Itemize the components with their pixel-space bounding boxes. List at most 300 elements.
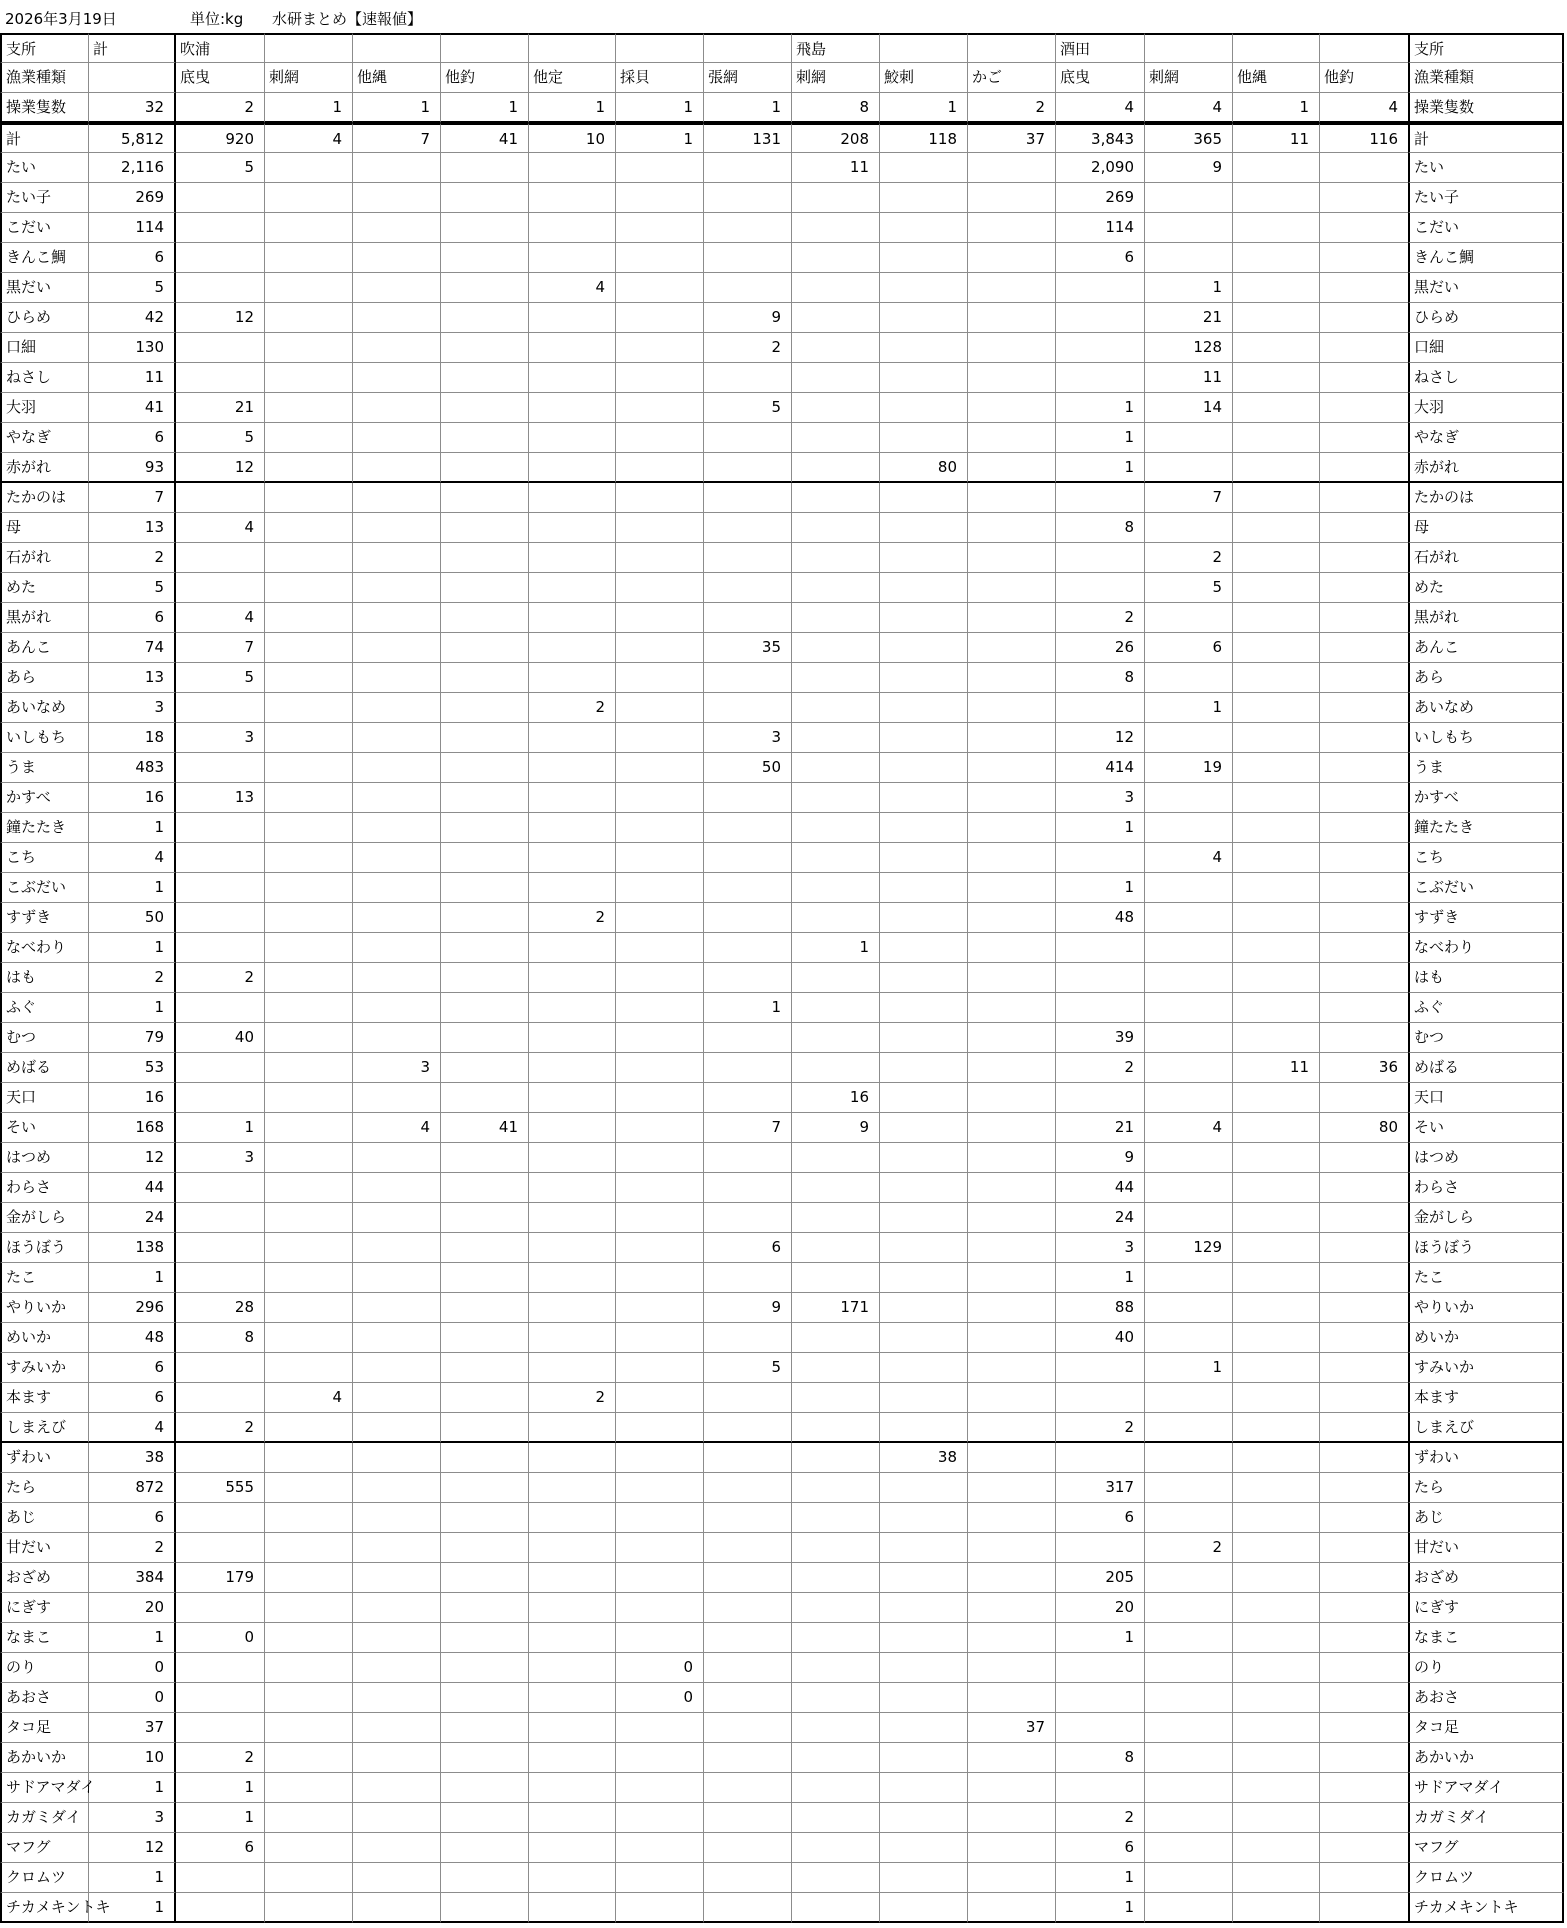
value-cell[interactable]	[704, 423, 792, 453]
row-label-cell[interactable]: なべわり	[0, 933, 89, 963]
row-label-cell[interactable]: タコ足	[0, 1713, 89, 1743]
value-cell[interactable]: 1	[89, 1863, 176, 1893]
value-cell[interactable]: 1	[89, 873, 176, 903]
value-cell[interactable]	[441, 723, 529, 753]
value-cell[interactable]	[1056, 573, 1145, 603]
value-cell[interactable]: 35	[704, 633, 792, 663]
value-cell[interactable]	[616, 393, 704, 423]
value-cell[interactable]	[1320, 573, 1408, 603]
row-label-cell[interactable]: あんこ	[1408, 633, 1564, 663]
value-cell[interactable]	[441, 603, 529, 633]
value-cell[interactable]	[353, 903, 441, 933]
value-cell[interactable]: 28	[176, 1293, 265, 1323]
value-cell[interactable]	[176, 843, 265, 873]
value-cell[interactable]	[441, 933, 529, 963]
value-cell[interactable]: 刺網	[792, 63, 880, 93]
value-cell[interactable]	[792, 273, 880, 303]
value-cell[interactable]	[265, 1773, 353, 1803]
row-label-cell[interactable]: たい	[1408, 153, 1564, 183]
value-cell[interactable]	[529, 1293, 616, 1323]
row-label-cell[interactable]: 漁業種類	[0, 63, 89, 93]
value-cell[interactable]: 19	[1145, 753, 1233, 783]
value-cell[interactable]	[792, 393, 880, 423]
value-cell[interactable]	[265, 633, 353, 663]
value-cell[interactable]	[616, 783, 704, 813]
value-cell[interactable]	[880, 1563, 968, 1593]
value-cell[interactable]	[968, 1293, 1056, 1323]
value-cell[interactable]	[353, 1593, 441, 1623]
value-cell[interactable]: 計	[89, 33, 176, 63]
value-cell[interactable]: 3	[1056, 1233, 1145, 1263]
value-cell[interactable]	[1320, 603, 1408, 633]
value-cell[interactable]	[529, 243, 616, 273]
value-cell[interactable]	[616, 1743, 704, 1773]
value-cell[interactable]	[880, 1353, 968, 1383]
value-cell[interactable]	[1056, 843, 1145, 873]
value-cell[interactable]	[1145, 1863, 1233, 1893]
value-cell[interactable]	[265, 273, 353, 303]
value-cell[interactable]: 26	[1056, 633, 1145, 663]
value-cell[interactable]	[1145, 1023, 1233, 1053]
value-cell[interactable]	[616, 213, 704, 243]
value-cell[interactable]: 6	[176, 1833, 265, 1863]
value-cell[interactable]: 4	[89, 1413, 176, 1443]
value-cell[interactable]: 0	[176, 1623, 265, 1653]
row-label-cell[interactable]: めた	[1408, 573, 1564, 603]
value-cell[interactable]	[704, 1893, 792, 1923]
value-cell[interactable]	[353, 1023, 441, 1053]
value-cell[interactable]	[441, 1143, 529, 1173]
row-label-cell[interactable]: そい	[0, 1113, 89, 1143]
value-cell[interactable]	[704, 1323, 792, 1353]
row-label-cell[interactable]: こち	[1408, 843, 1564, 873]
value-cell[interactable]	[1056, 1443, 1145, 1473]
value-cell[interactable]: 8	[1056, 1743, 1145, 1773]
value-cell[interactable]: 1	[89, 933, 176, 963]
row-label-cell[interactable]: こぶだい	[0, 873, 89, 903]
value-cell[interactable]: 2	[529, 1383, 616, 1413]
value-cell[interactable]: 底曳	[176, 63, 265, 93]
value-cell[interactable]: 11	[1145, 363, 1233, 393]
value-cell[interactable]	[1233, 1143, 1320, 1173]
row-label-cell[interactable]: たら	[0, 1473, 89, 1503]
value-cell[interactable]	[176, 1683, 265, 1713]
value-cell[interactable]	[529, 933, 616, 963]
value-cell[interactable]	[353, 273, 441, 303]
value-cell[interactable]	[176, 1383, 265, 1413]
value-cell[interactable]	[880, 303, 968, 333]
value-cell[interactable]	[1233, 1563, 1320, 1593]
value-cell[interactable]	[1145, 1503, 1233, 1533]
value-cell[interactable]	[1320, 693, 1408, 723]
value-cell[interactable]: 2	[1056, 1413, 1145, 1443]
value-cell[interactable]	[441, 753, 529, 783]
value-cell[interactable]	[1320, 753, 1408, 783]
value-cell[interactable]: 16	[89, 1083, 176, 1113]
value-cell[interactable]: 42	[89, 303, 176, 333]
row-label-cell[interactable]: おざめ	[1408, 1563, 1564, 1593]
row-label-cell[interactable]: いしもち	[1408, 723, 1564, 753]
row-label-cell[interactable]: はつめ	[1408, 1143, 1564, 1173]
value-cell[interactable]	[880, 363, 968, 393]
value-cell[interactable]	[265, 1833, 353, 1863]
value-cell[interactable]	[880, 903, 968, 933]
value-cell[interactable]	[704, 1593, 792, 1623]
value-cell[interactable]: 483	[89, 753, 176, 783]
value-cell[interactable]	[176, 1893, 265, 1923]
value-cell[interactable]	[616, 663, 704, 693]
value-cell[interactable]	[1233, 1683, 1320, 1713]
value-cell[interactable]: 38	[89, 1443, 176, 1473]
value-cell[interactable]: 刺網	[1145, 63, 1233, 93]
value-cell[interactable]: 179	[176, 1563, 265, 1593]
value-cell[interactable]	[880, 1413, 968, 1443]
value-cell[interactable]	[1145, 1833, 1233, 1863]
value-cell[interactable]: 208	[792, 123, 880, 153]
value-cell[interactable]	[616, 873, 704, 903]
row-label-cell[interactable]: ふぐ	[0, 993, 89, 1023]
value-cell[interactable]	[1233, 333, 1320, 363]
value-cell[interactable]	[616, 1413, 704, 1443]
value-cell[interactable]	[704, 1023, 792, 1053]
value-cell[interactable]	[176, 1053, 265, 1083]
value-cell[interactable]	[441, 213, 529, 243]
value-cell[interactable]	[792, 543, 880, 573]
value-cell[interactable]	[1233, 1203, 1320, 1233]
value-cell[interactable]: 1	[1145, 693, 1233, 723]
value-cell[interactable]	[968, 933, 1056, 963]
value-cell[interactable]	[704, 543, 792, 573]
value-cell[interactable]: 4	[529, 273, 616, 303]
row-label-cell[interactable]: 母	[1408, 513, 1564, 543]
value-cell[interactable]: 37	[968, 1713, 1056, 1743]
value-cell[interactable]: 底曳	[1056, 63, 1145, 93]
value-cell[interactable]	[1145, 1293, 1233, 1323]
value-cell[interactable]: 1	[704, 993, 792, 1023]
value-cell[interactable]	[529, 1173, 616, 1203]
value-cell[interactable]: 21	[1145, 303, 1233, 333]
value-cell[interactable]	[353, 393, 441, 423]
value-cell[interactable]	[176, 1863, 265, 1893]
value-cell[interactable]	[529, 1773, 616, 1803]
value-cell[interactable]: 88	[1056, 1293, 1145, 1323]
value-cell[interactable]	[176, 363, 265, 393]
value-cell[interactable]	[441, 1533, 529, 1563]
value-cell[interactable]	[441, 1473, 529, 1503]
value-cell[interactable]	[176, 903, 265, 933]
value-cell[interactable]	[792, 633, 880, 663]
value-cell[interactable]: 1	[616, 123, 704, 153]
row-label-cell[interactable]: 支所	[1408, 33, 1564, 63]
value-cell[interactable]	[1320, 1503, 1408, 1533]
value-cell[interactable]: 2	[1056, 1803, 1145, 1833]
value-cell[interactable]	[1320, 1593, 1408, 1623]
value-cell[interactable]	[265, 33, 353, 63]
value-cell[interactable]	[176, 1083, 265, 1113]
value-cell[interactable]	[704, 33, 792, 63]
value-cell[interactable]	[441, 1443, 529, 1473]
value-cell[interactable]	[1056, 693, 1145, 723]
value-cell[interactable]	[441, 843, 529, 873]
row-label-cell[interactable]: たこ	[1408, 1263, 1564, 1293]
row-label-cell[interactable]: こぶだい	[1408, 873, 1564, 903]
row-label-cell[interactable]: 鐘たたき	[1408, 813, 1564, 843]
value-cell[interactable]	[1145, 1413, 1233, 1443]
value-cell[interactable]	[704, 573, 792, 603]
value-cell[interactable]	[1233, 1833, 1320, 1863]
value-cell[interactable]: 1	[1056, 393, 1145, 423]
value-cell[interactable]: 114	[1056, 213, 1145, 243]
value-cell[interactable]: 1	[1056, 1863, 1145, 1893]
value-cell[interactable]	[616, 1533, 704, 1563]
value-cell[interactable]: 2	[176, 93, 265, 123]
value-cell[interactable]	[529, 153, 616, 183]
value-cell[interactable]	[529, 1353, 616, 1383]
value-cell[interactable]: 2,090	[1056, 153, 1145, 183]
row-label-cell[interactable]: たかのは	[1408, 483, 1564, 513]
value-cell[interactable]	[880, 1083, 968, 1113]
value-cell[interactable]: 酒田	[1056, 33, 1145, 63]
value-cell[interactable]	[1056, 333, 1145, 363]
value-cell[interactable]	[704, 363, 792, 393]
row-label-cell[interactable]: にぎす	[0, 1593, 89, 1623]
value-cell[interactable]	[265, 1293, 353, 1323]
row-label-cell[interactable]: 漁業種類	[1408, 63, 1564, 93]
value-cell[interactable]	[353, 153, 441, 183]
value-cell[interactable]	[792, 753, 880, 783]
value-cell[interactable]	[792, 1413, 880, 1443]
value-cell[interactable]	[792, 1503, 880, 1533]
value-cell[interactable]	[1233, 633, 1320, 663]
value-cell[interactable]	[704, 483, 792, 513]
value-cell[interactable]	[176, 1353, 265, 1383]
value-cell[interactable]	[968, 303, 1056, 333]
value-cell[interactable]: 37	[968, 123, 1056, 153]
value-cell[interactable]	[265, 993, 353, 1023]
value-cell[interactable]: 38	[880, 1443, 968, 1473]
value-cell[interactable]	[616, 1053, 704, 1083]
value-cell[interactable]	[880, 1323, 968, 1353]
value-cell[interactable]: 1	[1056, 1623, 1145, 1653]
row-label-cell[interactable]: 黒がれ	[0, 603, 89, 633]
value-cell[interactable]: 5	[1145, 573, 1233, 603]
value-cell[interactable]	[968, 1473, 1056, 1503]
value-cell[interactable]: 1	[1056, 423, 1145, 453]
value-cell[interactable]	[616, 813, 704, 843]
value-cell[interactable]	[968, 363, 1056, 393]
value-cell[interactable]	[1145, 1173, 1233, 1203]
value-cell[interactable]	[441, 243, 529, 273]
value-cell[interactable]	[1056, 1533, 1145, 1563]
value-cell[interactable]: 0	[89, 1653, 176, 1683]
value-cell[interactable]	[265, 1023, 353, 1053]
value-cell[interactable]	[704, 1443, 792, 1473]
value-cell[interactable]	[880, 1113, 968, 1143]
value-cell[interactable]: 114	[89, 213, 176, 243]
value-cell[interactable]: かご	[968, 63, 1056, 93]
row-label-cell[interactable]: すみいか	[1408, 1353, 1564, 1383]
value-cell[interactable]	[1145, 933, 1233, 963]
value-cell[interactable]: 13	[89, 513, 176, 543]
value-cell[interactable]	[880, 873, 968, 903]
row-label-cell[interactable]: 操業隻数	[0, 93, 89, 123]
value-cell[interactable]	[792, 1683, 880, 1713]
value-cell[interactable]	[880, 1383, 968, 1413]
value-cell[interactable]: 6	[1056, 1833, 1145, 1863]
row-label-cell[interactable]: 赤がれ	[0, 453, 89, 483]
value-cell[interactable]: 205	[1056, 1563, 1145, 1593]
value-cell[interactable]: 12	[176, 453, 265, 483]
value-cell[interactable]: 118	[880, 123, 968, 153]
value-cell[interactable]	[880, 393, 968, 423]
value-cell[interactable]	[1145, 1743, 1233, 1773]
value-cell[interactable]	[792, 1173, 880, 1203]
value-cell[interactable]: 16	[792, 1083, 880, 1113]
value-cell[interactable]	[1233, 873, 1320, 903]
value-cell[interactable]	[880, 1173, 968, 1203]
value-cell[interactable]	[265, 1743, 353, 1773]
value-cell[interactable]	[1320, 1743, 1408, 1773]
value-cell[interactable]	[616, 1353, 704, 1383]
value-cell[interactable]: 11	[1233, 1053, 1320, 1083]
value-cell[interactable]: 1	[1056, 453, 1145, 483]
value-cell[interactable]: 他定	[529, 63, 616, 93]
value-cell[interactable]	[880, 1713, 968, 1743]
value-cell[interactable]	[616, 843, 704, 873]
value-cell[interactable]	[353, 843, 441, 873]
value-cell[interactable]	[353, 1263, 441, 1293]
value-cell[interactable]	[176, 543, 265, 573]
value-cell[interactable]: 6	[704, 1233, 792, 1263]
value-cell[interactable]	[529, 723, 616, 753]
value-cell[interactable]	[880, 243, 968, 273]
value-cell[interactable]	[704, 933, 792, 963]
value-cell[interactable]	[1320, 1233, 1408, 1263]
value-cell[interactable]	[1145, 513, 1233, 543]
value-cell[interactable]	[968, 1083, 1056, 1113]
value-cell[interactable]: 1	[1145, 273, 1233, 303]
value-cell[interactable]: 50	[704, 753, 792, 783]
value-cell[interactable]: 48	[89, 1323, 176, 1353]
value-cell[interactable]	[880, 1743, 968, 1773]
row-label-cell[interactable]: 計	[1408, 123, 1564, 153]
value-cell[interactable]	[968, 33, 1056, 63]
value-cell[interactable]	[353, 243, 441, 273]
value-cell[interactable]	[441, 1503, 529, 1533]
value-cell[interactable]	[1320, 153, 1408, 183]
row-label-cell[interactable]: 黒だい	[1408, 273, 1564, 303]
value-cell[interactable]: 11	[89, 363, 176, 393]
value-cell[interactable]	[792, 1383, 880, 1413]
value-cell[interactable]	[265, 1653, 353, 1683]
value-cell[interactable]	[265, 303, 353, 333]
value-cell[interactable]	[1320, 1623, 1408, 1653]
value-cell[interactable]	[353, 1143, 441, 1173]
value-cell[interactable]	[704, 1743, 792, 1773]
value-cell[interactable]	[265, 813, 353, 843]
value-cell[interactable]	[529, 393, 616, 423]
value-cell[interactable]	[616, 513, 704, 543]
value-cell[interactable]	[176, 273, 265, 303]
value-cell[interactable]	[880, 153, 968, 183]
value-cell[interactable]	[265, 1353, 353, 1383]
row-label-cell[interactable]: のり	[0, 1653, 89, 1683]
value-cell[interactable]	[353, 603, 441, 633]
value-cell[interactable]	[1320, 423, 1408, 453]
value-cell[interactable]	[1233, 813, 1320, 843]
value-cell[interactable]: 80	[880, 453, 968, 483]
value-cell[interactable]	[176, 1443, 265, 1473]
value-cell[interactable]	[265, 843, 353, 873]
value-cell[interactable]	[529, 1443, 616, 1473]
value-cell[interactable]	[441, 1023, 529, 1053]
value-cell[interactable]	[265, 1533, 353, 1563]
value-cell[interactable]	[1233, 183, 1320, 213]
value-cell[interactable]	[1233, 423, 1320, 453]
value-cell[interactable]	[529, 1803, 616, 1833]
value-cell[interactable]	[176, 573, 265, 603]
value-cell[interactable]	[616, 1713, 704, 1743]
value-cell[interactable]	[265, 1713, 353, 1743]
value-cell[interactable]: 他縄	[353, 63, 441, 93]
value-cell[interactable]: 5,812	[89, 123, 176, 153]
value-cell[interactable]	[880, 1593, 968, 1623]
value-cell[interactable]: 9	[704, 1293, 792, 1323]
value-cell[interactable]	[792, 1143, 880, 1173]
value-cell[interactable]	[176, 1713, 265, 1743]
value-cell[interactable]	[441, 1203, 529, 1233]
row-label-cell[interactable]: うま	[0, 753, 89, 783]
value-cell[interactable]	[176, 1653, 265, 1683]
value-cell[interactable]	[265, 453, 353, 483]
value-cell[interactable]	[704, 1083, 792, 1113]
value-cell[interactable]	[616, 1263, 704, 1293]
value-cell[interactable]	[1056, 933, 1145, 963]
row-label-cell[interactable]: やりいか	[0, 1293, 89, 1323]
row-label-cell[interactable]: めばる	[1408, 1053, 1564, 1083]
value-cell[interactable]	[704, 1863, 792, 1893]
value-cell[interactable]	[704, 1623, 792, 1653]
row-label-cell[interactable]: やなぎ	[0, 423, 89, 453]
value-cell[interactable]	[1233, 303, 1320, 333]
value-cell[interactable]	[616, 423, 704, 453]
value-cell[interactable]	[1320, 933, 1408, 963]
value-cell[interactable]	[1320, 1773, 1408, 1803]
value-cell[interactable]	[1145, 1653, 1233, 1683]
value-cell[interactable]	[529, 213, 616, 243]
row-label-cell[interactable]: わらさ	[0, 1173, 89, 1203]
value-cell[interactable]	[176, 813, 265, 843]
value-cell[interactable]	[704, 273, 792, 303]
row-label-cell[interactable]: 口細	[1408, 333, 1564, 363]
value-cell[interactable]: 10	[529, 123, 616, 153]
value-cell[interactable]	[792, 1563, 880, 1593]
value-cell[interactable]	[1233, 663, 1320, 693]
value-cell[interactable]	[89, 63, 176, 93]
row-label-cell[interactable]: はつめ	[0, 1143, 89, 1173]
row-label-cell[interactable]: チカメキントキ	[1408, 1893, 1564, 1923]
value-cell[interactable]	[968, 483, 1056, 513]
value-cell[interactable]	[529, 633, 616, 663]
value-cell[interactable]: 414	[1056, 753, 1145, 783]
value-cell[interactable]	[704, 1203, 792, 1233]
value-cell[interactable]: 6	[1056, 243, 1145, 273]
row-label-cell[interactable]: ふぐ	[1408, 993, 1564, 1023]
value-cell[interactable]: 6	[89, 603, 176, 633]
value-cell[interactable]	[1320, 1893, 1408, 1923]
value-cell[interactable]	[353, 1653, 441, 1683]
value-cell[interactable]: 5	[704, 393, 792, 423]
